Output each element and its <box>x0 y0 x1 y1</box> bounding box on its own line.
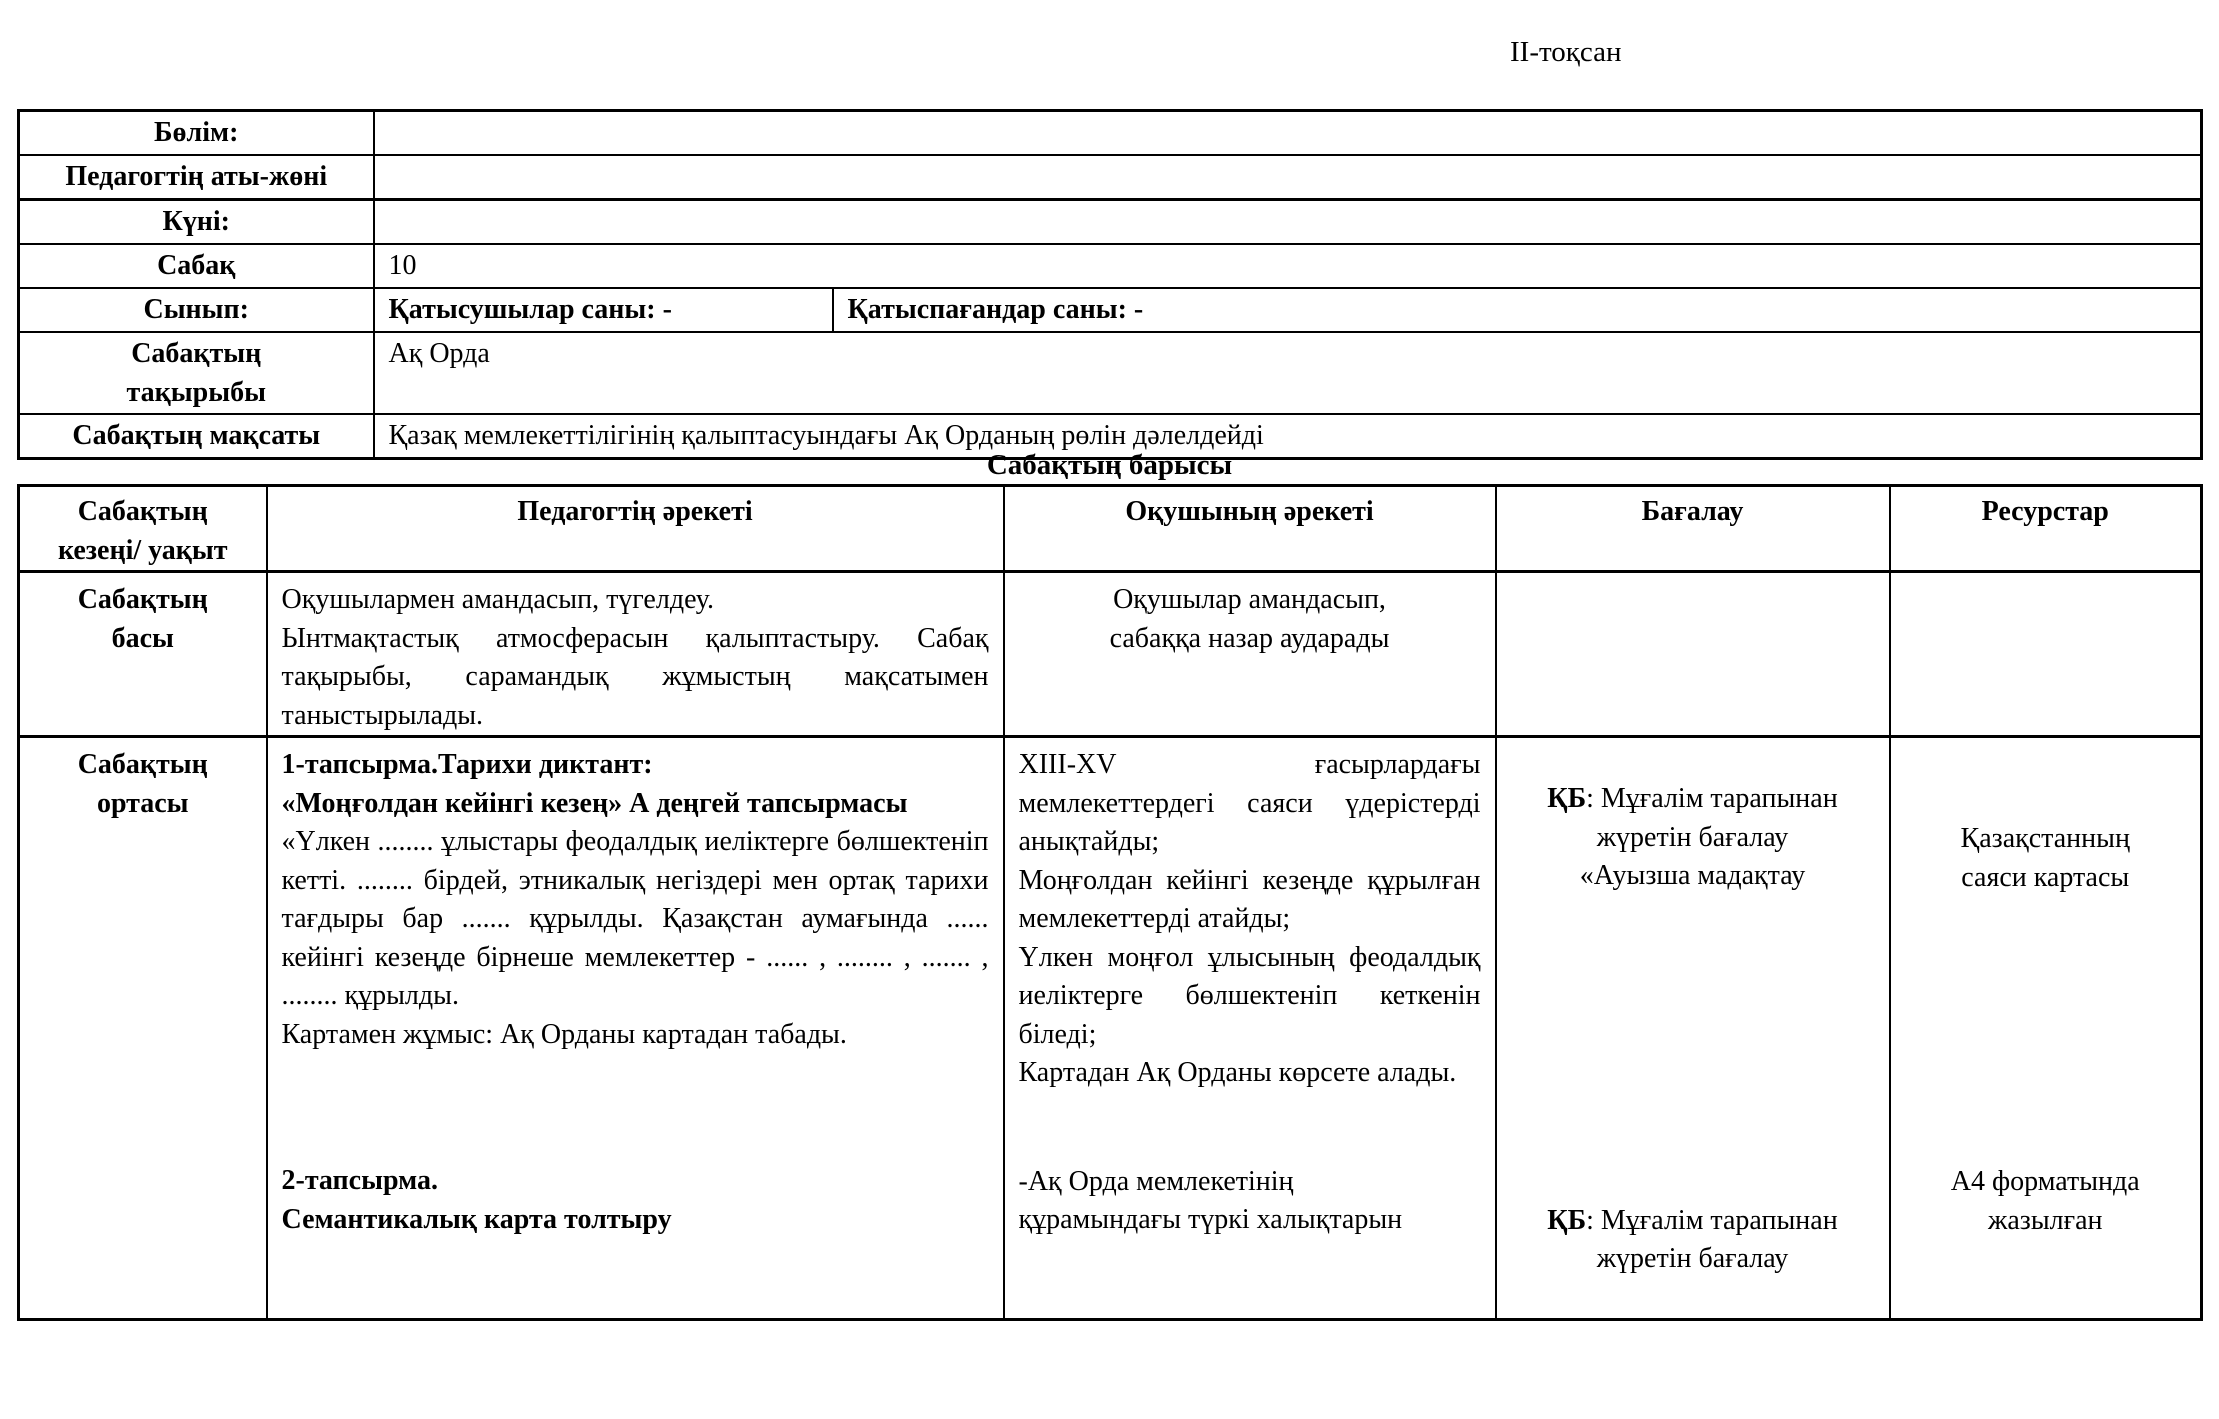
task2-subtitle: Семантикалық карта толтыру <box>281 1203 672 1235</box>
resources-beginning <box>1890 572 2202 737</box>
student-outcome: Картадан Ақ Орданы көрсете алады. <box>1018 1057 1457 1088</box>
col-teacher: Педагогтің әрекеті <box>267 486 1004 572</box>
teacher-activity-middle <box>267 737 1004 1320</box>
section-value <box>374 111 2202 156</box>
progress-row-beginning <box>19 572 2202 737</box>
col-stage <box>19 486 267 572</box>
student-activity-middle <box>1004 737 1496 1320</box>
info-row-topic <box>19 332 2202 414</box>
lesson-info-table <box>17 109 2203 460</box>
student-outcome: Моңғолдан кейінгі кезеңде құрылған мемлекеттерді атайды; <box>1018 864 1481 934</box>
stage-beginning-line1: Сабақтың <box>77 584 208 615</box>
resources-middle <box>1890 737 2202 1320</box>
col-assessment: Бағалау <box>1496 486 1890 572</box>
teacher-value <box>374 155 2202 200</box>
student-outcome: XIII-XV ғасырлардағы мемлекеттердегі саяси үдерістерді анықтайды; <box>1018 749 1481 857</box>
task2-title: 2-тапсырма. <box>281 1165 439 1196</box>
col-stage-line2: кезеңі/ уақыт <box>57 534 228 566</box>
teacher-label: Педагогтің аты-жөні <box>19 155 374 200</box>
student-outcome: Үлкен моңғол ұлысының феодалдық иеліктерге бөлшектеніп кеткенін біледі; <box>1018 941 1481 1050</box>
class-label: Сынып: <box>19 288 374 332</box>
section-label: Бөлім: <box>19 111 374 156</box>
task1-text-end: ........ құрылды. <box>281 980 459 1011</box>
info-row-lesson <box>19 244 2202 288</box>
assessment-beginning <box>1496 572 1890 737</box>
resource-a4: жазылған <box>1987 1204 2103 1236</box>
topic-label <box>19 332 374 414</box>
topic-label-line2: тақырыбы <box>126 376 266 408</box>
task1-text: «Үлкен ........ ұлыстары феодалдық иеліктерге бөлшектеніп кетті. ........ бірдей, этникалық негіздері мен ортақ тарихи тағдыры бар ....... құрылды. Қазақстан аумағында ...... кейінгі кезеңде бірнеше мемлекеттер - ...... , ........ , ....... , <box>281 826 989 973</box>
info-row-teacher <box>19 155 2202 200</box>
fa-text: : Мұғалім тарапынан <box>1586 1204 1838 1236</box>
teacher-activity-line: Оқушылармен амандасып, түгелдеу. <box>281 584 714 615</box>
task1-title: 1-тапсырма.Тарихи диктант: <box>281 749 653 780</box>
stage-middle <box>19 737 267 1320</box>
fa-badge: ҚБ <box>1547 1204 1587 1236</box>
progress-header-row <box>19 486 2202 572</box>
info-row-section <box>19 111 2202 156</box>
task1-subtitle: «Моңғолдан кейінгі кезең» А деңгей тапсырмасы <box>281 787 908 819</box>
fa-text: : Мұғалім тарапынан <box>1586 783 1838 814</box>
fa-text: жүретін бағалау <box>1596 821 1789 853</box>
col-stage-line1: Сабақтың <box>77 496 208 527</box>
assessment-middle <box>1496 737 1890 1320</box>
student-activity-line: Оқушылар амандасып, <box>1113 584 1386 615</box>
col-student: Оқушының әрекеті <box>1004 486 1496 572</box>
lesson-progress-heading: Сабақтың барысы <box>986 449 1233 481</box>
topic-label-line1: Сабақтың <box>131 338 262 369</box>
lesson-progress-table <box>17 484 2203 1321</box>
stage-middle-line1: Сабақтың <box>77 749 208 780</box>
formative-assessment-1 <box>1511 780 1875 819</box>
topic-value: Ақ Орда <box>374 332 2202 414</box>
fa-badge: ҚБ <box>1547 783 1587 814</box>
stage-middle-line2: ортасы <box>96 787 189 819</box>
date-value <box>374 200 2202 245</box>
goal-label: Сабақтың мақсаты <box>19 414 374 459</box>
col-resources: Ресурстар <box>1890 486 2202 572</box>
student-activity-line: сабаққа назар аударады <box>1109 622 1390 654</box>
fa-text: жүретін бағалау <box>1596 1243 1789 1274</box>
student-activity-beginning <box>1004 572 1496 737</box>
stage-beginning-line2: басы <box>111 622 174 654</box>
fa-text: «Ауызша мадақтау <box>1579 860 1806 891</box>
goal-value: Қазақ мемлекеттілігінің қалыптасуындағы Ақ Орданың рөлін дәлелдейді <box>374 414 2202 459</box>
progress-row-middle <box>19 737 2202 1320</box>
info-row-class <box>19 288 2202 332</box>
stage-beginning <box>19 572 267 737</box>
present-count: Қатысушылар саны: - <box>374 288 833 332</box>
quarter-label: II-тоқсан <box>1510 36 1622 68</box>
formative-assessment-2 <box>1511 1202 1875 1241</box>
resource-a4: А4 форматында <box>1950 1166 2140 1197</box>
resource-map: саяси картасы <box>1961 861 2130 893</box>
info-row-date <box>19 200 2202 245</box>
resource-map: Қазақстанның <box>1960 823 2130 854</box>
lesson-label: Сабақ <box>19 244 374 288</box>
student-outcome: құрамындағы түркі халықтарын <box>1018 1204 1403 1235</box>
teacher-activity-beginning <box>267 572 1004 737</box>
task1-map-work: Картамен жұмыс: Ақ Орданы картадан табады. <box>281 1018 847 1050</box>
date-label: Күні: <box>19 200 374 245</box>
absent-count: Қатыспағандар саны: - <box>833 288 2202 332</box>
lesson-value: 10 <box>374 244 2202 288</box>
teacher-activity-line: Ынтмақтастық атмосферасын қалыптастыру. Сабақ тақырыбы, сарамандық жұмыстың мақсатымен таныстырылады. <box>281 622 989 731</box>
student-outcome: -Ақ Орда мемлекетінің <box>1018 1165 1294 1197</box>
